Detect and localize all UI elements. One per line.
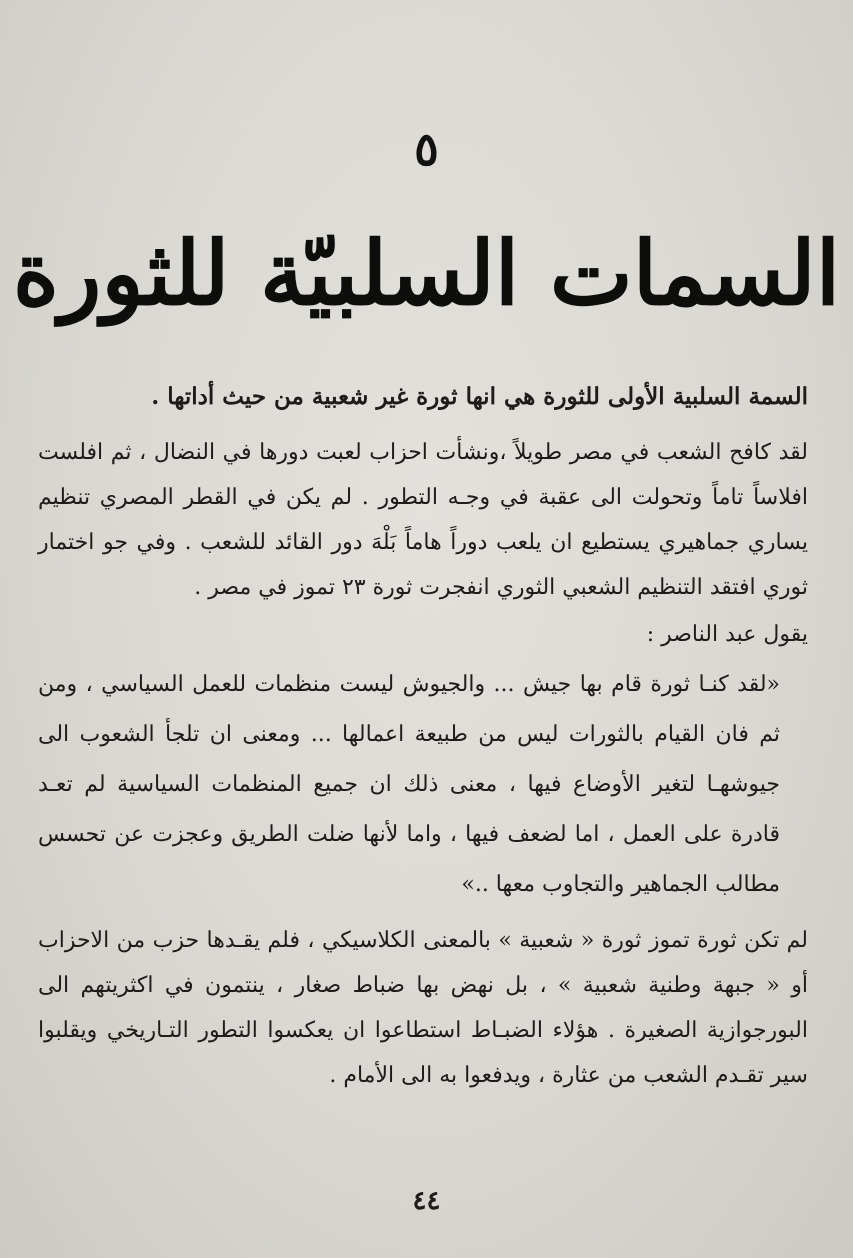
paragraph-1: لقد كافح الشعب في مصر طويلاً ،ونشأت احزاب لعبت دورها في النضال ، ثم افلست افلاساً تاماً وتحولت الى عقبة في وجـه التطور . لم يكن في القطر المصري تنظيم يساري جماهيري يستطيع ان يلعب دوراً هاماً بَلْهَ دور القائد للشعب . وفي جو اختمار ثوري افتقد التنظيم الشعبي الثوري انفجرت ثورة ٢٣ تموز في مصر . xyxy=(38,440,808,600)
chapter-number: ٥ xyxy=(414,122,439,176)
chapter-title: السمات السلبيّة للثورة xyxy=(12,221,841,325)
nasser-quote: «لقد كنـا ثورة قام بها جيش ... والجيوش ليست منظمات للعمل السياسي ، ومن ثم فان القيام بالثورات ليس من طبيعة اعمالها ... ومعنى ان تلجأ الشعوب الى جيوشهـا لتغير الأوضاع فيها ، معنى ذلك ان جميع المنظمات السياسية لم تعـد قادرة على العمل ، اما لضعف فيها ، واما لأنها ضلت الطريق وعجزت عن تحسس مطالب الجماهير والتجاوب معها ..» xyxy=(38,672,780,897)
paragraph-2: لم تكن ثورة تموز ثورة « شعبية » بالمعنى الكلاسيكي ، فلم يقـدها حزب من الاحزاب أو « جبهة وطنية شعبية » ، بل نهض بها ضباط صغار ، ينتمون في اكثريتهم الى البورجوازية الصغيرة . هؤلاء الضبـاط استطاعوا ان يعكسوا التطور التـاريخي ويقلبوا سير تقـدم الشعب من عثارة ، ويدفعوا به الى الأمام . xyxy=(38,928,808,1088)
page-number: ٤٤ xyxy=(412,1186,441,1216)
lead-sentence: السمة السلبية الأولى للثورة هي انها ثورة غير شعبية من حيث أداتها . xyxy=(151,383,808,410)
quote-intro: يقول عبد الناصر : xyxy=(646,622,808,647)
